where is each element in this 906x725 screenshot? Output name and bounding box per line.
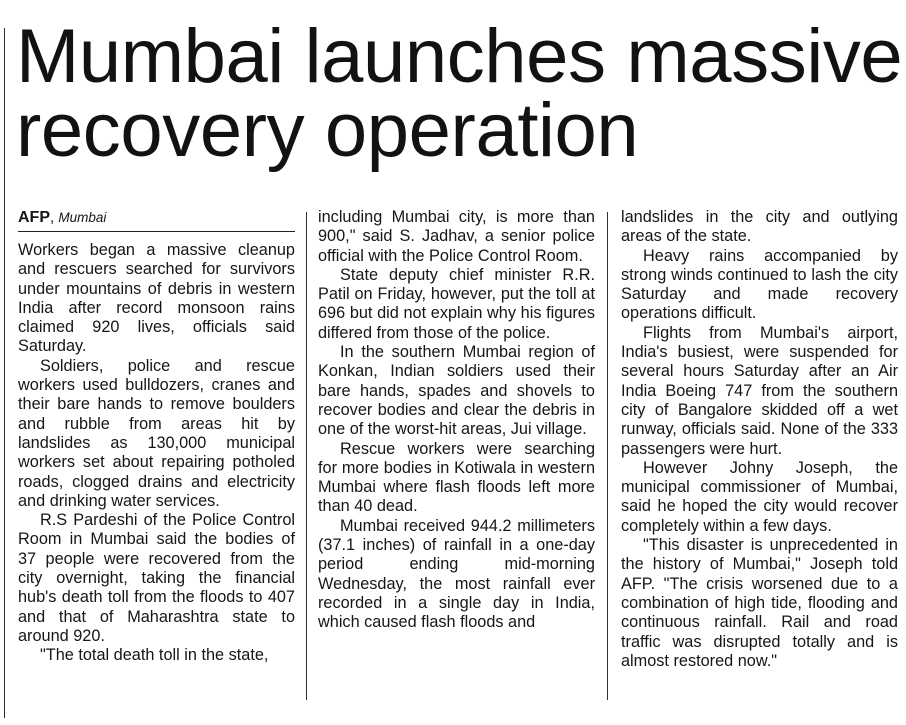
headline-line-2: recovery operation	[16, 88, 639, 173]
paragraph: "This disaster is unprecedented in the history of Mumbai," Joseph told AFP. "The crisis worsened due to a combination of high tide, flooding and continuous rainfall. Rail and road traffic was disrupted totally and is almost restored now."	[621, 536, 898, 670]
headline-line-1: Mumbai launches massive	[16, 14, 903, 99]
paragraph: including Mumbai city, is more than 900," said S. Jadhav, a senior police official with the Police Control Room.	[318, 208, 595, 265]
paragraph: In the southern Mumbai region of Konkan, Indian soldiers used their bare hands, spades and shovels to recover bodies and clear the debris in one of the worst-hit areas, Jui village.	[318, 343, 595, 439]
paragraph: However Johny Joseph, the municipal commissioner of Mumbai, said he hoped the city would recover completely within a few days.	[621, 458, 898, 535]
column-divider	[306, 212, 307, 700]
paragraph: State deputy chief minister R.R. Patil on Friday, however, put the toll at 696 but did not explain why his figures differed from those of the police.	[318, 265, 595, 342]
paragraph: landslides in the city and outlying areas of the state.	[621, 208, 898, 246]
article-column-1	[18, 208, 295, 666]
paragraph: R.S Pardeshi of the Police Control Room in Mumbai said the bodies of 37 people were recovered from the city overnight, taking the financial hub's death toll from the floods to 407 and that of Maharashtra state to around 920.	[18, 511, 295, 645]
byline-location: Mumbai	[58, 210, 107, 225]
article-column-2	[318, 208, 595, 633]
byline-separator: ,	[50, 209, 55, 226]
paragraph: "The total death toll in the state,	[40, 646, 269, 665]
byline	[18, 208, 295, 232]
paragraph: Workers began a massive cleanup and rescuers searched for survivors under mountains of debris in western India after record monsoon rains claimed 920 lives, officials said Saturday.	[18, 241, 295, 356]
headline	[16, 14, 903, 173]
article-column-3	[621, 208, 898, 671]
paragraph: Rescue workers were searching for more bodies in Kotiwala in western Mumbai where flash floods left more than 40 dead.	[318, 439, 595, 516]
column-divider	[607, 212, 608, 700]
page-left-rule	[4, 28, 5, 718]
paragraph: Soldiers, police and rescue workers used bulldozers, cranes and their bare hands to remove boulders and rubble from areas hit by landslides as 130,000 municipal workers set about repairing potholed roads, clogged drains and electricity and drinking water services.	[18, 356, 295, 510]
paragraph: Heavy rains accompanied by strong winds continued to lash the city Saturday and made recovery operations difficult.	[621, 246, 898, 323]
byline-agency: AFP	[18, 209, 50, 226]
paragraph: Flights from Mumbai's airport, India's busiest, were suspended for several hours Saturday after an Air India Boeing 747 from the southern city of Bangalore skidded off a wet runway, officials said. None of the 333 passengers were hurt.	[621, 323, 898, 458]
paragraph: Mumbai received 944.2 millimeters (37.1 inches) of rainfall in a one-day period ending mid-morning Wednesday, the most rainfall ever recorded in a single day in India, which caused flash floods and	[318, 516, 595, 632]
